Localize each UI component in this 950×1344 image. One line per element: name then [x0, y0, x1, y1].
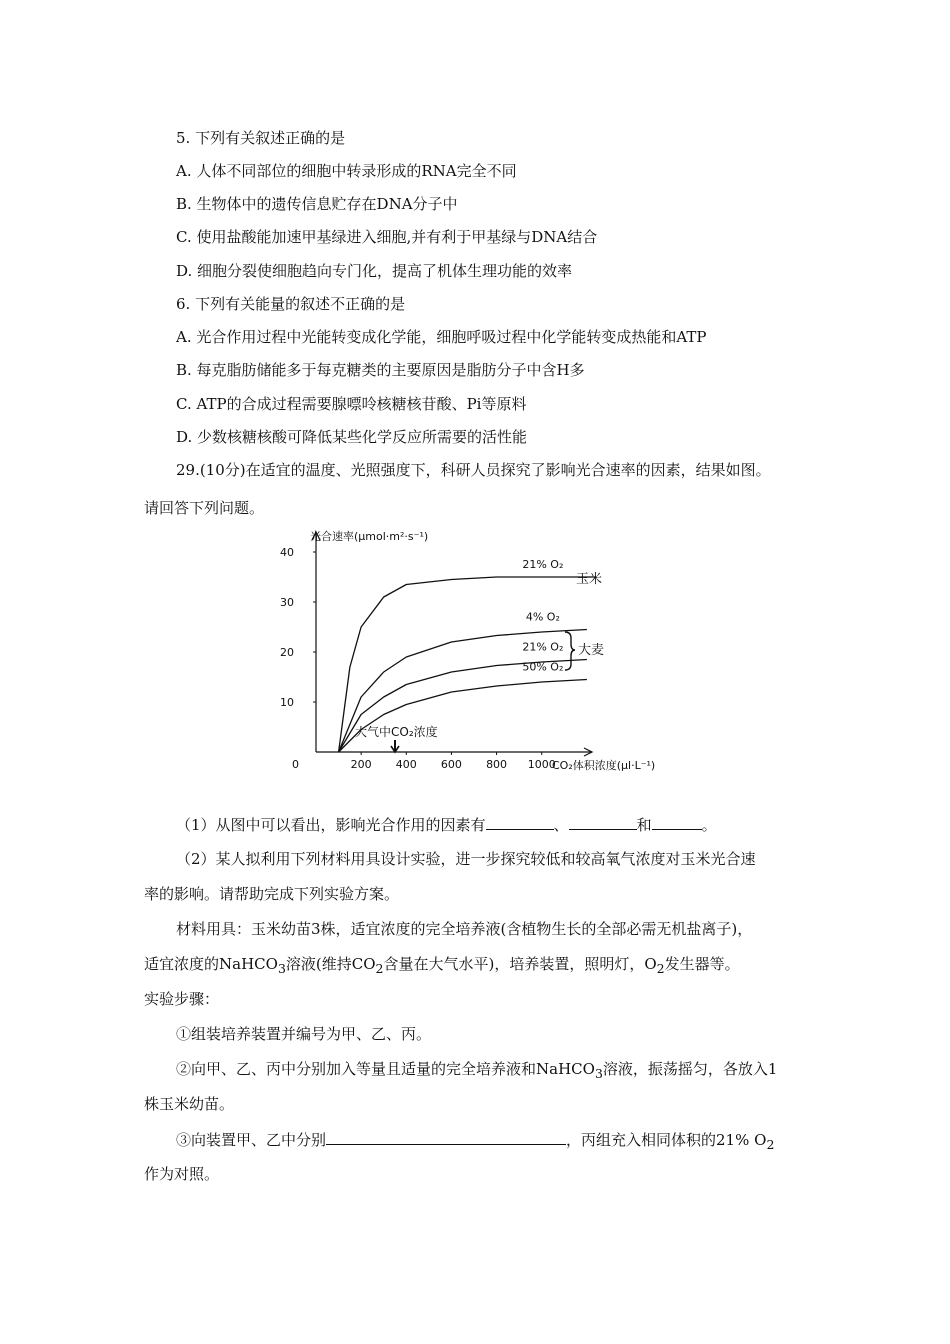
series-line	[339, 680, 587, 753]
y-axis-label: 光合速率(μmol·m²·s⁻¹)	[310, 530, 429, 543]
part1-sep2: 和	[636, 816, 652, 834]
part1-text: （1）从图中可以看出，影响光合作用的因素有	[176, 816, 486, 834]
q6-option-a: A. 光合作用过程中光能转变成化学能，细胞呼吸过程中化学能转变成热能和ATP	[176, 328, 707, 346]
subscript: 3	[277, 961, 286, 976]
x-tick-label: 400	[395, 758, 417, 771]
steps-title: 实验步骤：	[144, 990, 220, 1008]
q5-option-c: C. 使用盐酸能加速甲基绿进入细胞,并有利于甲基绿与DNA结合	[176, 228, 598, 246]
q5-option-a: A. 人体不同部位的细胞中转录形成的RNA完全不同	[176, 162, 517, 180]
materials-text-c: 含量在大气水平)，培养装置，照明灯，O	[383, 955, 657, 973]
q6-option-d: D. 少数核糖核酸可降低某些化学反应所需要的活性能	[176, 428, 528, 446]
subscript: 2	[656, 961, 665, 976]
step-2-text-b: 溶液，振荡摇匀，各放入1	[602, 1060, 778, 1078]
x-axis-label: CO₂体积浓度(μl·L⁻¹)	[552, 759, 656, 772]
x-tick-label: 1000	[527, 758, 556, 771]
barley-brace	[565, 632, 575, 670]
x-tick-labels	[351, 752, 556, 771]
answer-blank-3[interactable]	[652, 814, 702, 830]
step-3-line1	[176, 1129, 774, 1155]
series-label: 21% O₂	[522, 640, 564, 654]
series-labels	[522, 558, 563, 674]
answer-blank-2[interactable]	[569, 814, 637, 830]
y-tick-label: 20	[280, 646, 294, 659]
q5-option-d: D. 细胞分裂使细胞趋向专门化，提高了机体生理功能的效率	[176, 262, 573, 280]
answer-blank-1[interactable]	[486, 814, 554, 830]
y-tick-label: 40	[280, 546, 294, 559]
step-1: ①组装培养装置并编号为甲、乙、丙。	[176, 1025, 432, 1043]
q29-part2-line2: 率的影响。请帮助完成下列实验方案。	[144, 885, 400, 903]
q29-part1	[176, 814, 717, 835]
subscript: 2	[375, 961, 384, 976]
y-tick-label: 10	[280, 696, 294, 709]
annotation-label: 大气中CO₂浓度	[355, 725, 438, 739]
step-2-line2: 株玉米幼苗。	[144, 1095, 235, 1113]
materials-line1: 材料用具：玉米幼苗3株，适宜浓度的完全培养液(含植物生长的全部必需无机盐离子)，	[176, 920, 753, 938]
materials-line2	[144, 954, 740, 979]
q6-option-b: B. 每克脂肪储能多于每克糖类的主要原因是脂肪分子中含H多	[176, 361, 585, 379]
q29-stem-line2: 请回答下列问题。	[144, 499, 265, 517]
series-label: 50% O₂	[522, 660, 564, 674]
corn-label: 玉米	[576, 572, 603, 587]
subscript: 3	[594, 1066, 603, 1081]
x-tick-label: 600	[440, 758, 462, 771]
photosynthesis-chart	[270, 520, 710, 780]
series-label: 21% O₂	[522, 558, 564, 571]
origin-label: 0	[292, 758, 299, 771]
x-tick-label: 200	[350, 758, 372, 771]
step-3-text-a: ③向装置甲、乙中分别	[176, 1131, 327, 1149]
step-3-line2: 作为对照。	[144, 1165, 220, 1183]
y-tick-labels	[280, 546, 316, 709]
q6-stem: 6. 下列有关能量的叙述不正确的是	[176, 295, 406, 313]
q29-stem-line1: 29.(10分)在适宜的温度、光照强度下，科研人员探究了影响光合速率的因素，结果如图。	[176, 461, 771, 479]
part1-sep1: 、	[553, 816, 569, 834]
q6-option-c: C. ATP的合成过程需要腺嘌呤核糖核苷酸、Pi等原料	[176, 395, 527, 413]
q29-part2-line1: （2）某人拟利用下列材料用具设计实验，进一步探究较低和较高氧气浓度对玉米光合速	[176, 850, 756, 868]
materials-text-b: 溶液(维持CO	[285, 955, 376, 973]
step-2-text-a: ②向甲、乙、丙中分别加入等量且适量的完全培养液和NaHCO	[176, 1060, 595, 1078]
answer-blank-4[interactable]	[326, 1129, 566, 1145]
q5-option-b: B. 生物体中的遗传信息贮存在DNA分子中	[176, 195, 458, 213]
step-3-text-b: ，丙组充入相同体积的21% O	[566, 1131, 767, 1149]
materials-text-d: 发生器等。	[664, 955, 740, 973]
barley-label: 大麦	[578, 643, 605, 658]
x-tick-label: 800	[486, 758, 508, 771]
series-label: 4% O₂	[525, 610, 560, 624]
y-tick-label: 30	[280, 596, 294, 609]
subscript: 2	[766, 1137, 775, 1152]
step-2-line1	[176, 1059, 777, 1084]
part1-end: 。	[701, 816, 717, 834]
materials-text-a: 适宜浓度的NaHCO	[144, 955, 278, 973]
q5-stem: 5. 下列有关叙述正确的是	[176, 129, 346, 147]
